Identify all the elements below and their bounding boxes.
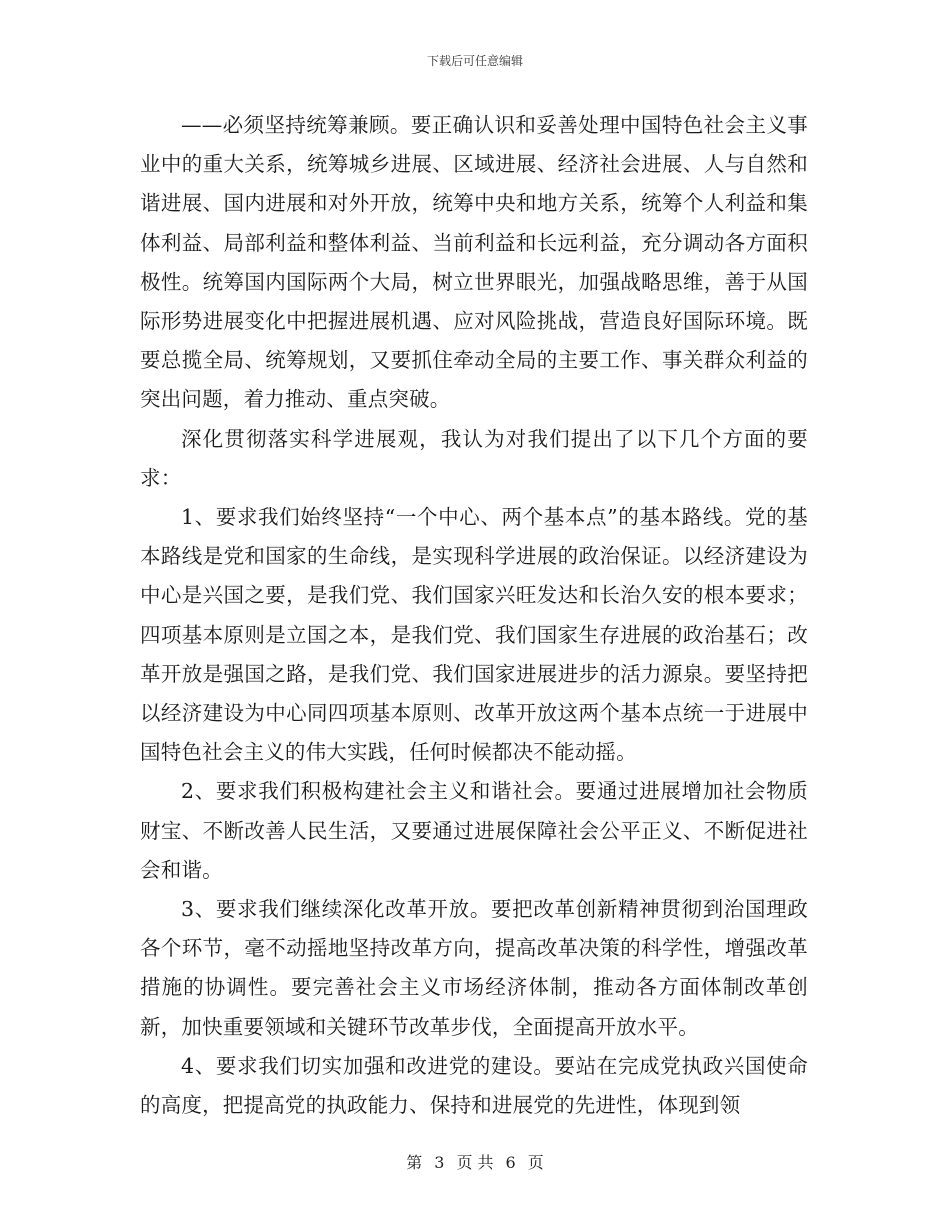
- footer-suffix: 页: [527, 1153, 544, 1172]
- paragraph-requirement-4: 4、要求我们切实加强和改进党的建设。要站在完成党执政兴国使命的高度，把提高党的执政能力、保持和进展党的先进性，体现到领: [140, 1053, 808, 1118]
- footer-current-page: 3: [434, 1153, 445, 1172]
- footer-total-pages: 6: [505, 1153, 516, 1172]
- paragraph-requirement-3: 3、要求我们继续深化改革开放。要把改革创新精神贯彻到治国理政各个环节，毫不动摇地坚持改革方向，提高改革决策的科学性，增强改革措施的协调性。要完善社会主义市场经济体制，推动各方面体制改革创新，加快重要领域和关键环节改革步伐，全面提高开放水平。: [140, 897, 808, 1039]
- paragraph-requirement-2: 2、要求我们积极构建社会主义和谐社会。要通过进展增加社会物质财宝、不断改善人民生活，又要通过进展保障社会公平正义、不断促进社会和谐。: [140, 779, 808, 882]
- paragraph-intro-requirements: 深化贯彻落实科学进展观，我认为对我们提出了以下几个方面的要求：: [140, 426, 808, 490]
- footer-prefix: 第: [406, 1153, 423, 1172]
- page-footer: [0, 1150, 950, 1173]
- document-body: [140, 106, 808, 1125]
- page-header: 下载后可任意编辑: [426, 54, 523, 68]
- paragraph-coordination: ——必须坚持统筹兼顾。要正确认识和妥善处理中国特色社会主义事业中的重大关系，统筹城乡进展、区域进展、经济社会进展、人与自然和谐进展、国内进展和对外开放，统筹中央和地方关系，统筹个人利益和集体利益、局部利益和整体利益、当前利益和长远利益，充分调动各方面积极性。统筹国内国际两个大局，树立世界眼光，加强战略思维，善于从国际形势进展变化中把握进展机遇、应对风险挑战，营造良好国际环境。既要总揽全局、统筹规划，又要抓住牵动全局的主要工作、事关群众利益的突出问题，着力推动、重点突破。: [140, 113, 808, 412]
- footer-mid: 页 共: [456, 1153, 494, 1172]
- paragraph-requirement-1: 1、要求我们始终坚持“一个中心、两个基本点”的基本路线。党的基本路线是党和国家的生命线，是实现科学进展的政治保证。以经济建设为中心是兴国之要，是我们党、我们国家兴旺发达和长治久安的根本要求；四项基本原则是立国之本，是我们党、我们国家生存进展的政治基石；改革开放是强国之路，是我们党、我们国家进展进步的活力源泉。要坚持把以经济建设为中心同四项基本原则、改革开放这两个基本点统一于进展中国特色社会主义的伟大实践，任何时候都决不能动摇。: [140, 505, 808, 765]
